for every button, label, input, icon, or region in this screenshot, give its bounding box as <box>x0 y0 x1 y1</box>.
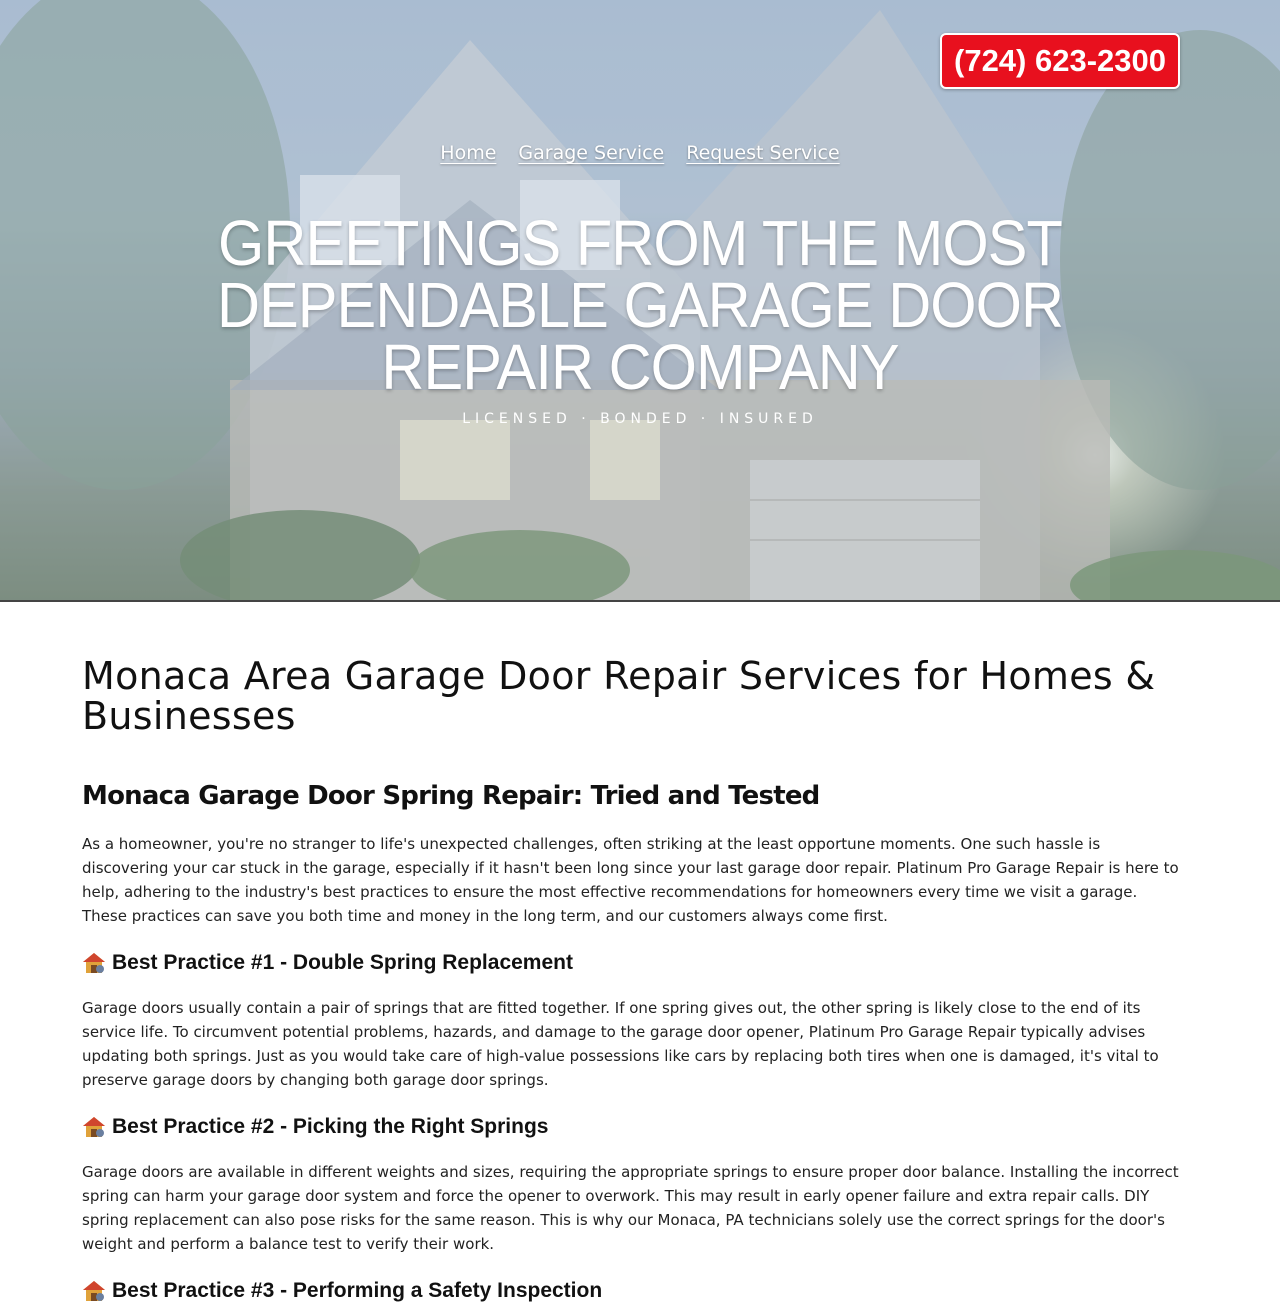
practice-2-body: Garage doors are available in different weights and sizes, requiring the appropriate springs to ensure proper door balance. Installing the incorrect spring can harm your garage door system and force the opener to overwork. This may result in early opener failure and extra repair calls. DIY spring replacement can also pose risks for the same reason. This is why our Monaca, PA technicians solely use the correct springs for the door's weight and perform a balance test to verify their work. <box>82 1163 1179 1253</box>
practice-1-title-text: Best Practice #1 - Double Spring Replacement <box>112 951 573 974</box>
page-heading: Monaca Area Garage Door Repair Services for Homes & Businesses <box>82 654 1156 738</box>
intro-paragraph: As a homeowner, you're no stranger to life's unexpected challenges, often striking at the least opportune moments. One such hassle is discovering your car stuck in the garage, especially if it hasn't been long since your last garage door repair. Platinum Pro Garage Repair is here to help, adhering to the industry's best practices to ensure the most effective recommendations for homeowners every time we visit a garage. These practices can save you both time and money in the long term, and our customers always come first. <box>82 835 1179 925</box>
practice-3-title-text: Best Practice #3 - Performing a Safety Inspection <box>112 1279 603 1302</box>
hero-title: GREETINGS FROM THE MOST DEPENDABLE GARAGE DOOR REPAIR COMPANY <box>216 207 1064 403</box>
practice-3-title <box>82 1278 1182 1304</box>
hero-subtitle: LICENSED · BONDED · INSURED <box>462 411 818 427</box>
nav-link-request-service[interactable]: Request Service <box>686 142 840 164</box>
call-phone-button[interactable]: (724) 623-2300 <box>940 33 1180 89</box>
house-icon <box>82 952 106 974</box>
practice-1-title <box>82 950 1182 976</box>
hero-banner <box>0 0 1280 602</box>
section-title: Monaca Garage Door Spring Repair: Tried and Tested <box>82 781 820 811</box>
house-icon <box>82 1280 106 1302</box>
practice-1-body: Garage doors usually contain a pair of springs that are fitted together. If one spring gives out, the other spring is likely close to the end of its service life. To circumvent potential problems, hazards, and damage to the garage door opener, Platinum Pro Garage Repair typically advises updating both springs. Just as you would take care of high-value possessions like cars by replacing both tires when one is damaged, it's vital to preserve garage doors by changing both garage door springs. <box>82 999 1159 1089</box>
main-content <box>82 656 1182 1304</box>
house-icon <box>82 1116 106 1138</box>
nav-link-home[interactable]: Home <box>440 142 497 164</box>
main-nav <box>0 142 1280 164</box>
practice-2-title-text: Best Practice #2 - Picking the Right Springs <box>112 1115 549 1138</box>
nav-link-garage-service[interactable]: Garage Service <box>518 142 665 164</box>
practice-2-title <box>82 1114 1182 1140</box>
